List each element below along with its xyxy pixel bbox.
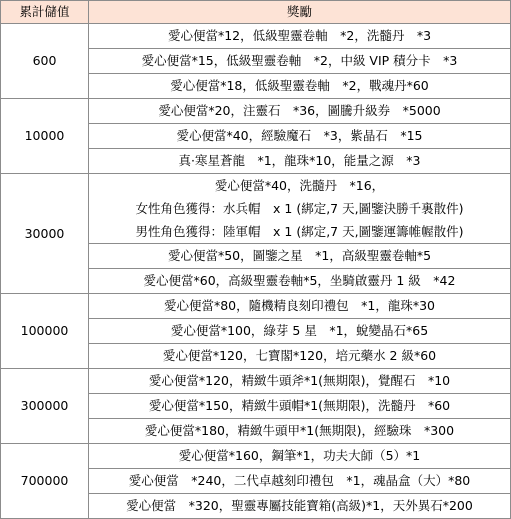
reward-cell: 愛心便當*12，低級聖靈卷軸 *2，洗髓丹 *3 xyxy=(89,24,511,49)
reward-cell: 愛心便當*18，低級聖靈卷軸 *2，戰魂丹*60 xyxy=(89,74,511,99)
tier-amount: 700000 xyxy=(1,444,89,519)
reward-cell: 真·寒星蒼龍 *1，龍珠*10，能量之源 *3 xyxy=(89,149,511,174)
reward-cell: 愛心便當*50，圖鑒之星 *1，高級聖靈卷軸*5 xyxy=(89,244,511,269)
reward-cell: 愛心便當*15，低級聖靈卷軸 *2，中級 VIP 積分卡 *3 xyxy=(89,49,511,74)
table-row xyxy=(1,174,511,244)
reward-cell xyxy=(89,174,511,244)
threshold-header: 累計儲值 xyxy=(1,1,89,24)
table-row xyxy=(1,99,511,124)
table-row xyxy=(1,294,511,319)
reward-cell: 愛心便當 *320，聖靈專屬技能寶箱(高級)*1，天外異石*200 xyxy=(89,494,511,519)
tier-amount: 100000 xyxy=(1,294,89,369)
tier-amount: 10000 xyxy=(1,99,89,174)
reward-cell: 愛心便當*180，精緻牛頭甲*1(無期限)，經驗珠 *300 xyxy=(89,419,511,444)
reward-header: 獎勵 xyxy=(89,1,511,24)
rewards-body xyxy=(1,24,511,519)
reward-cell: 愛心便當*40，經驗魔石 *3，紫晶石 *15 xyxy=(89,124,511,149)
table-row xyxy=(1,24,511,49)
reward-cell: 愛心便當*80，隨機精良刻印禮包 *1，龍珠*30 xyxy=(89,294,511,319)
tier-amount: 300000 xyxy=(1,369,89,444)
reward-cell: 愛心便當*20，注靈石 *36，圖騰升級券 *5000 xyxy=(89,99,511,124)
reward-line: 愛心便當*40，洗髓丹 *16， xyxy=(214,178,385,193)
reward-cell: 愛心便當*60，高級聖靈卷軸*5，坐騎啟靈丹 1 級 *42 xyxy=(89,269,511,294)
reward-cell: 愛心便當 *240，二代卓越刻印禮包 *1，魂晶盒（大）*80 xyxy=(89,469,511,494)
reward-line: 男性角色獲得：陸軍帽 x 1 (綁定,7 天,圖鑒運籌帷幄散件) xyxy=(135,224,464,239)
reward-cell: 愛心便當*100，綠芽 5 星 *1，蛻變晶石*65 xyxy=(89,319,511,344)
tier-amount: 30000 xyxy=(1,174,89,294)
reward-line: 女性角色獲得：水兵帽 x 1 (綁定,7 天,圖鑒決勝千裏散件) xyxy=(135,201,464,216)
reward-cell: 愛心便當*160，鋼筆*1，功夫大師（5）*1 xyxy=(89,444,511,469)
reward-cell: 愛心便當*120，精緻牛頭斧*1(無期限)，覺醒石 *10 xyxy=(89,369,511,394)
header-row xyxy=(1,1,511,24)
tier-amount: 600 xyxy=(1,24,89,99)
table-row xyxy=(1,444,511,469)
reward-cell: 愛心便當*120，七寶閣*120，培元藥水 2 級*60 xyxy=(89,344,511,369)
table-row xyxy=(1,369,511,394)
reward-cell: 愛心便當*150，精緻牛頭帽*1(無期限)，洗髓丹 *60 xyxy=(89,394,511,419)
